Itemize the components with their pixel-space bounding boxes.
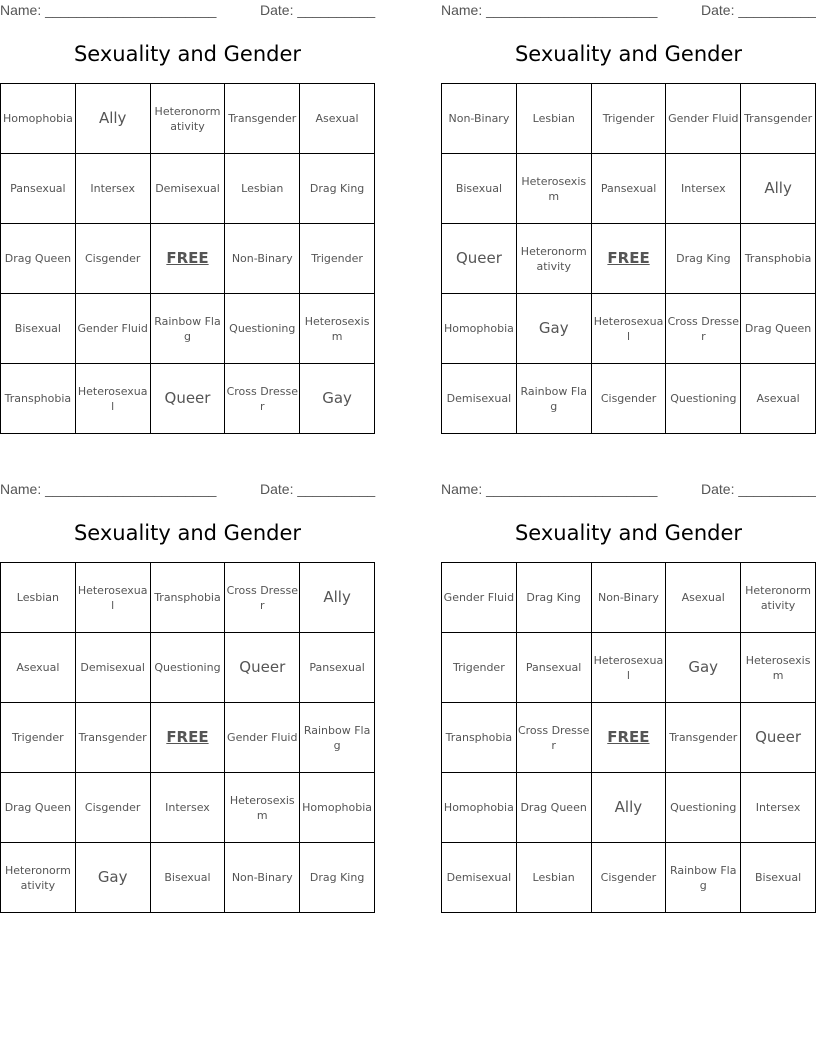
card-title: Sexuality and Gender — [73, 42, 302, 66]
bingo-cell: Cross Dresser — [225, 563, 300, 633]
bingo-cell: Heterosexual — [75, 364, 150, 434]
grid-row — [1, 224, 375, 294]
bingo-cell: Drag Queen — [516, 773, 591, 843]
bingo-grid — [441, 562, 816, 913]
grid-row — [442, 84, 816, 154]
bingo-cell: Transphobia — [150, 563, 225, 633]
bingo-cell: Cisgender — [75, 224, 150, 294]
bingo-cell: Cross Dresser — [225, 364, 300, 434]
bingo-cell: Gay — [666, 633, 741, 703]
bingo-cell: Gay — [516, 294, 591, 364]
bingo-cell: Cisgender — [75, 773, 150, 843]
grid-row — [1, 843, 375, 913]
bingo-cell: Lesbian — [1, 563, 76, 633]
bingo-cell: Ally — [591, 773, 666, 843]
bingo-cell: Drag King — [300, 154, 375, 224]
bingo-cell: Gender Fluid — [666, 84, 741, 154]
bingo-cell: Transphobia — [1, 364, 76, 434]
bingo-cell: Cisgender — [591, 843, 666, 913]
bingo-cell: Homophobia — [442, 294, 517, 364]
grid-row — [442, 224, 816, 294]
bingo-cell: Questioning — [666, 773, 741, 843]
bingo-cell: Transgender — [75, 703, 150, 773]
bingo-cell: Intersex — [741, 773, 816, 843]
free-space: FREE — [150, 703, 225, 773]
bingo-cell: Transphobia — [442, 703, 517, 773]
bingo-cell: Gay — [75, 843, 150, 913]
bingo-cell: Rainbow Flag — [666, 843, 741, 913]
bingo-cell: Gender Fluid — [225, 703, 300, 773]
bingo-cell: Queer — [225, 633, 300, 703]
date-field: Date: __________ — [260, 481, 376, 497]
bingo-cell: Questioning — [225, 294, 300, 364]
bingo-cell: Cross Dresser — [666, 294, 741, 364]
grid-row — [1, 84, 375, 154]
bingo-cell: Trigender — [442, 633, 517, 703]
bingo-cell: Heterosexism — [300, 294, 375, 364]
grid-row — [442, 843, 816, 913]
bingo-cell: Non-Binary — [225, 843, 300, 913]
card-title: Sexuality and Gender — [73, 521, 302, 545]
bingo-cell: Rainbow Flag — [516, 364, 591, 434]
free-space: FREE — [150, 224, 225, 294]
name-field: Name: ______________________ — [0, 481, 217, 497]
bingo-cell: Non-Binary — [591, 563, 666, 633]
name-field: Name: ______________________ — [441, 481, 658, 497]
bingo-cell: Gender Fluid — [442, 563, 517, 633]
name-field: Name: ______________________ — [0, 2, 217, 18]
bingo-cell: Pansexual — [1, 154, 76, 224]
grid-row — [1, 294, 375, 364]
bingo-cell: Queer — [741, 703, 816, 773]
bingo-cell: Heteronormativity — [516, 224, 591, 294]
bingo-cell: Heteronormativity — [741, 563, 816, 633]
bingo-cell: Lesbian — [516, 843, 591, 913]
bingo-cell: Drag King — [516, 563, 591, 633]
bingo-cell: Heterosexual — [591, 294, 666, 364]
bingo-cell: Ally — [741, 154, 816, 224]
bingo-cell: Asexual — [666, 563, 741, 633]
bingo-cell: Intersex — [75, 154, 150, 224]
bingo-cell: Heterosexism — [516, 154, 591, 224]
bingo-cell: Drag Queen — [1, 224, 76, 294]
bingo-cell: Drag King — [666, 224, 741, 294]
bingo-cell: Heterosexual — [75, 563, 150, 633]
bingo-cell: Bisexual — [442, 154, 517, 224]
bingo-cell: Heteronormativity — [150, 84, 225, 154]
bingo-cell: Ally — [300, 563, 375, 633]
bingo-cell: Heterosexism — [225, 773, 300, 843]
free-space: FREE — [591, 224, 666, 294]
grid-row — [1, 633, 375, 703]
name-field: Name: ______________________ — [441, 2, 658, 18]
bingo-cell: Heterosexism — [741, 633, 816, 703]
bingo-cell: Lesbian — [225, 154, 300, 224]
bingo-cell: Demisexual — [150, 154, 225, 224]
bingo-cell: Homophobia — [1, 84, 76, 154]
bingo-grid — [441, 83, 816, 434]
bingo-cell: Non-Binary — [225, 224, 300, 294]
card-title: Sexuality and Gender — [514, 521, 743, 545]
grid-row — [442, 364, 816, 434]
bingo-cell: Pansexual — [300, 633, 375, 703]
grid-row — [1, 703, 375, 773]
bingo-grid — [0, 562, 375, 913]
grid-row — [1, 364, 375, 434]
bingo-cell: Questioning — [150, 633, 225, 703]
grid-row — [442, 633, 816, 703]
card-title: Sexuality and Gender — [514, 42, 743, 66]
bingo-cell: Drag Queen — [741, 294, 816, 364]
bingo-cell: Drag King — [300, 843, 375, 913]
grid-row — [1, 154, 375, 224]
bingo-cell: Queer — [150, 364, 225, 434]
grid-row — [442, 294, 816, 364]
bingo-cell: Gay — [300, 364, 375, 434]
date-field: Date: __________ — [701, 481, 816, 497]
bingo-cell: Homophobia — [300, 773, 375, 843]
bingo-cell: Ally — [75, 84, 150, 154]
bingo-cell: Heteronormativity — [1, 843, 76, 913]
grid-row — [442, 773, 816, 843]
bingo-cell: Asexual — [1, 633, 76, 703]
bingo-grid — [0, 83, 375, 434]
date-field: Date: __________ — [701, 2, 816, 18]
bingo-cell: Rainbow Flag — [300, 703, 375, 773]
date-field: Date: __________ — [260, 2, 376, 18]
bingo-cell: Intersex — [666, 154, 741, 224]
bingo-cell: Queer — [442, 224, 517, 294]
bingo-cell: Homophobia — [442, 773, 517, 843]
grid-row — [442, 154, 816, 224]
bingo-cell: Intersex — [150, 773, 225, 843]
grid-row — [1, 563, 375, 633]
bingo-cell: Trigender — [1, 703, 76, 773]
bingo-cell: Demisexual — [442, 364, 517, 434]
bingo-cell: Demisexual — [442, 843, 517, 913]
bingo-cell: Asexual — [300, 84, 375, 154]
bingo-cell: Pansexual — [591, 154, 666, 224]
bingo-cell: Pansexual — [516, 633, 591, 703]
bingo-cell: Bisexual — [1, 294, 76, 364]
grid-row — [442, 563, 816, 633]
bingo-cell: Heterosexual — [591, 633, 666, 703]
bingo-cell: Bisexual — [741, 843, 816, 913]
bingo-cell: Cisgender — [591, 364, 666, 434]
bingo-cell: Asexual — [741, 364, 816, 434]
bingo-cell: Transgender — [225, 84, 300, 154]
bingo-cell: Demisexual — [75, 633, 150, 703]
grid-row — [442, 703, 816, 773]
bingo-cell: Transphobia — [741, 224, 816, 294]
bingo-cell: Trigender — [591, 84, 666, 154]
bingo-cell: Drag Queen — [1, 773, 76, 843]
bingo-cell: Transgender — [741, 84, 816, 154]
bingo-cell: Cross Dresser — [516, 703, 591, 773]
bingo-cell: Bisexual — [150, 843, 225, 913]
free-space: FREE — [591, 703, 666, 773]
bingo-cell: Questioning — [666, 364, 741, 434]
bingo-cell: Transgender — [666, 703, 741, 773]
bingo-cell: Non-Binary — [442, 84, 517, 154]
grid-row — [1, 773, 375, 843]
bingo-cell: Rainbow Flag — [150, 294, 225, 364]
bingo-cell: Gender Fluid — [75, 294, 150, 364]
bingo-cell: Trigender — [300, 224, 375, 294]
bingo-cell: Lesbian — [516, 84, 591, 154]
